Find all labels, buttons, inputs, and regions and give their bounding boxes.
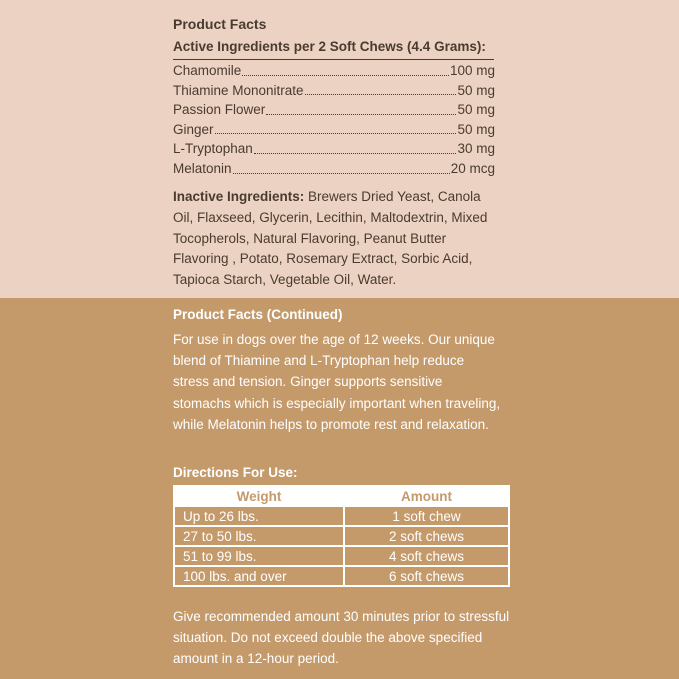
continued-title: Product Facts (Continued) (173, 307, 343, 322)
inactive-ingredients-text: Brewers Dried Yeast, Canola Oil, Flaxseed, Glycerin, Lecithin, Maltodextrin, Mixed Tocopherols, Natural Flavoring, Peanut Butter Flavoring , Potato, Rosemary Extract, Sorbic Acid, Tapioca Starch, Vegetable Oil, Water. (173, 189, 488, 288)
table-row (174, 526, 509, 546)
amount-cell: 6 soft chews (344, 566, 509, 586)
ingredient-amount: 20 mcg (450, 160, 495, 176)
directions-title: Directions For Use: (173, 465, 298, 480)
heading-divider (173, 59, 494, 60)
amount-cell: 1 soft chew (344, 506, 509, 526)
usage-description: For use in dogs over the age of 12 weeks. Our unique blend of Thiamine and L-Tryptophan help reduce stress and tension. Ginger supports sensitive stomachs which is especially important when traveling, while Melatonin helps to promote rest and relaxation. (173, 332, 501, 432)
ingredient-row (173, 159, 495, 179)
dot-leader (305, 82, 457, 95)
table-row (174, 506, 509, 526)
ingredient-name: Passion Flower (173, 102, 266, 118)
ingredient-amount: 50 mg (457, 82, 495, 98)
ingredient-amount: 50 mg (457, 102, 495, 118)
weight-cell: Up to 26 lbs. (174, 506, 344, 526)
inactive-ingredients-label: Inactive Ingredients: (173, 189, 305, 204)
active-ingredients-list (173, 61, 495, 179)
dosage-note: Give recommended amount 30 minutes prior to stressful situation. Do not exceed double the above specified amount in a 12-hour period. (173, 609, 510, 667)
weight-column-header: Weight (174, 486, 344, 506)
table-row (174, 566, 509, 586)
ingredient-amount: 30 mg (457, 141, 495, 157)
ingredient-name: Thiamine Mononitrate (173, 82, 304, 98)
dot-leader (254, 141, 457, 154)
dosage-table (173, 485, 510, 587)
dot-leader (266, 102, 456, 115)
ingredient-row (173, 120, 495, 140)
dot-leader (233, 161, 450, 174)
weight-cell: 27 to 50 lbs. (174, 526, 344, 546)
amount-cell: 2 soft chews (344, 526, 509, 546)
ingredient-amount: 50 mg (457, 121, 495, 137)
ingredient-name: Ginger (173, 121, 214, 137)
ingredient-name: Melatonin (173, 160, 232, 176)
table-row (174, 546, 509, 566)
amount-cell: 4 soft chews (344, 546, 509, 566)
dot-leader (215, 121, 457, 134)
product-facts-panel (0, 0, 679, 298)
table-header-row (174, 486, 509, 506)
ingredient-row (173, 81, 495, 101)
ingredient-name: Chamomile (173, 63, 242, 78)
ingredient-amount: 100 mg (449, 63, 495, 78)
product-facts-title: Product Facts (173, 16, 267, 32)
inactive-ingredients (173, 187, 503, 291)
ingredient-name: L-Tryptophan (173, 141, 253, 157)
active-ingredients-heading: Active Ingredients per 2 Soft Chews (4.4 Grams): (173, 39, 486, 54)
ingredient-row (173, 100, 495, 120)
ingredient-row (173, 139, 495, 159)
amount-column-header: Amount (344, 486, 509, 506)
ingredient-row (173, 61, 495, 81)
weight-cell: 100 lbs. and over (174, 566, 344, 586)
dot-leader (242, 63, 449, 76)
weight-cell: 51 to 99 lbs. (174, 546, 344, 566)
